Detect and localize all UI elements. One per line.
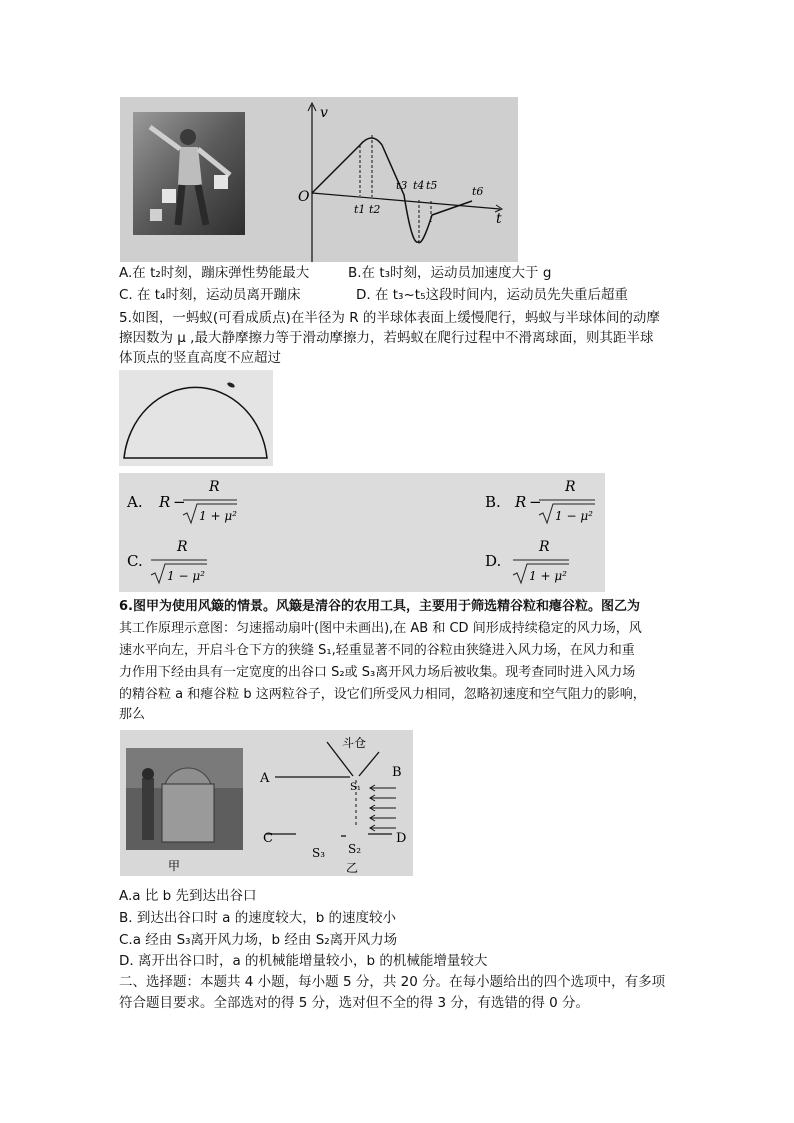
origin-label: O: [298, 189, 310, 205]
winnower-schematic: [266, 742, 396, 836]
section2-line-2: 符合题目要求。全部选对的得 5 分，选对但不全的得 3 分，有选错的得 0 分。: [119, 995, 590, 1011]
label-S1: S₁: [350, 782, 361, 793]
q6-option-c: C.a 经由 S₃离开风力场，b 经由 S₂离开风力场: [119, 932, 398, 948]
q5-line-3: 体顶点的竖直高度不应超过: [119, 350, 281, 366]
q5-option-b-minus: −: [529, 493, 542, 511]
q5-line-2: 擦因数为 μ ,最大静摩擦力等于滑动摩擦力，若蚂蚁在爬行过程中不滑离球面，则其距半球: [119, 330, 654, 346]
q6-option-d: D. 离开出谷口时，a 的机械能增量较小，b 的机械能增量较大: [119, 953, 488, 969]
q6-option-b: B. 到达出谷口时 a 的速度较大，b 的速度较小: [119, 910, 397, 926]
v-axis-label: v: [320, 105, 328, 121]
hemisphere-figure: [119, 370, 273, 466]
winnower-figure: [120, 730, 413, 876]
q4-option-c: C. 在 t₄时刻，运动员离开蹦床: [119, 287, 301, 303]
q5-options-panel: [119, 473, 605, 592]
label-C: C: [263, 831, 273, 846]
q5-option-b-den: 1 − μ²: [555, 509, 593, 523]
hemisphere-outline: [124, 387, 267, 458]
t6-label: t6: [472, 185, 484, 198]
q5-option-d-label: D.: [485, 552, 502, 570]
label-B: B: [392, 765, 402, 780]
q5-option-b-label: B.: [485, 493, 501, 511]
t1-label: t1: [354, 203, 366, 216]
q5-option-b-R: R: [515, 493, 527, 511]
trampoline-figure-svg: [120, 97, 518, 262]
q6-line-4: 力作用下经由具有一定宽度的出谷口 S₂或 S₃离开风力场后被收集。现考查同时进入风力场: [119, 665, 636, 680]
q4-option-d: D. 在 t₃~t₅这段时间内，运动员先失重后超重: [356, 287, 628, 303]
q6-line-3: 速水平向左，开启斗仓下方的狭缝 S₁,轻重显著不同的谷粒由狭缝进入风力场，在风力和重: [119, 643, 635, 658]
velocity-curve: [312, 138, 472, 243]
t4-label: t4: [413, 179, 425, 192]
label-A: A: [260, 771, 270, 786]
q6-line-5: 的精谷粒 a 和瘪谷粒 b 这两粒谷子，设它们所受风力相同，忽略初速度和空气阻力的影响，: [119, 687, 646, 702]
q5-option-a-num: R: [209, 479, 220, 495]
jia-label: 甲: [168, 859, 181, 873]
q5-option-a-R: R: [159, 493, 171, 511]
label-D: D: [396, 831, 407, 846]
t3-label: t3: [396, 179, 408, 192]
q5-option-a-minus: −: [173, 493, 186, 511]
section2-line-1: 二、选择题：本题共 4 小题，每小题 5 分，共 20 分。在每小题给出的四个选项中，有多项: [119, 974, 666, 990]
hopper-right-wall: [359, 752, 379, 776]
t5-label: t5: [426, 179, 438, 192]
trampoline-figure: [120, 97, 518, 262]
q5-option-c-den: 1 − μ²: [167, 569, 205, 583]
t-axis-label: t: [496, 211, 502, 227]
q5-option-a-label: A.: [127, 493, 143, 511]
q5-line-1: 5.如图，一蚂蚁(可看成质点)在半径为 R 的半球体表面上缓慢爬行，蚂蚁与半球体间的动摩: [119, 310, 660, 326]
q5-option-c-label: C.: [127, 552, 143, 570]
hopper-label: 斗仓: [342, 736, 367, 750]
label-S3: S₃: [312, 846, 326, 860]
q5-option-d-den: 1 + μ²: [529, 569, 567, 583]
q6-line-2: 其工作原理示意图：匀速摇动扇叶(图中未画出),在 AB 和 CD 间形成持续稳定的风力场，风: [119, 621, 642, 636]
label-S2: S₂: [348, 842, 362, 856]
q4-option-b: B.在 t₃时刻，运动员加速度大于 g: [348, 265, 552, 281]
q5-option-c-num: R: [177, 539, 188, 555]
t2-label: t2: [369, 203, 381, 216]
q6-line-1: 6.图甲为使用风簸的情景。风簸是清谷的农用工具，主要用于筛选精谷粒和瘪谷粒。图乙为: [119, 599, 640, 614]
q6-option-a: A.a 比 b 先到达出谷口: [119, 888, 257, 904]
q5-option-b-num: R: [565, 479, 576, 495]
ant-icon: [227, 381, 236, 388]
q5-option-a-den: 1 + μ²: [199, 509, 237, 523]
q5-option-d-num: R: [539, 539, 550, 555]
q6-line-6: 那么: [119, 707, 146, 722]
yi-label: 乙: [346, 861, 359, 875]
q4-option-a: A.在 t₂时刻，蹦床弹性势能最大: [119, 265, 310, 281]
wind-arrows: [370, 785, 396, 831]
